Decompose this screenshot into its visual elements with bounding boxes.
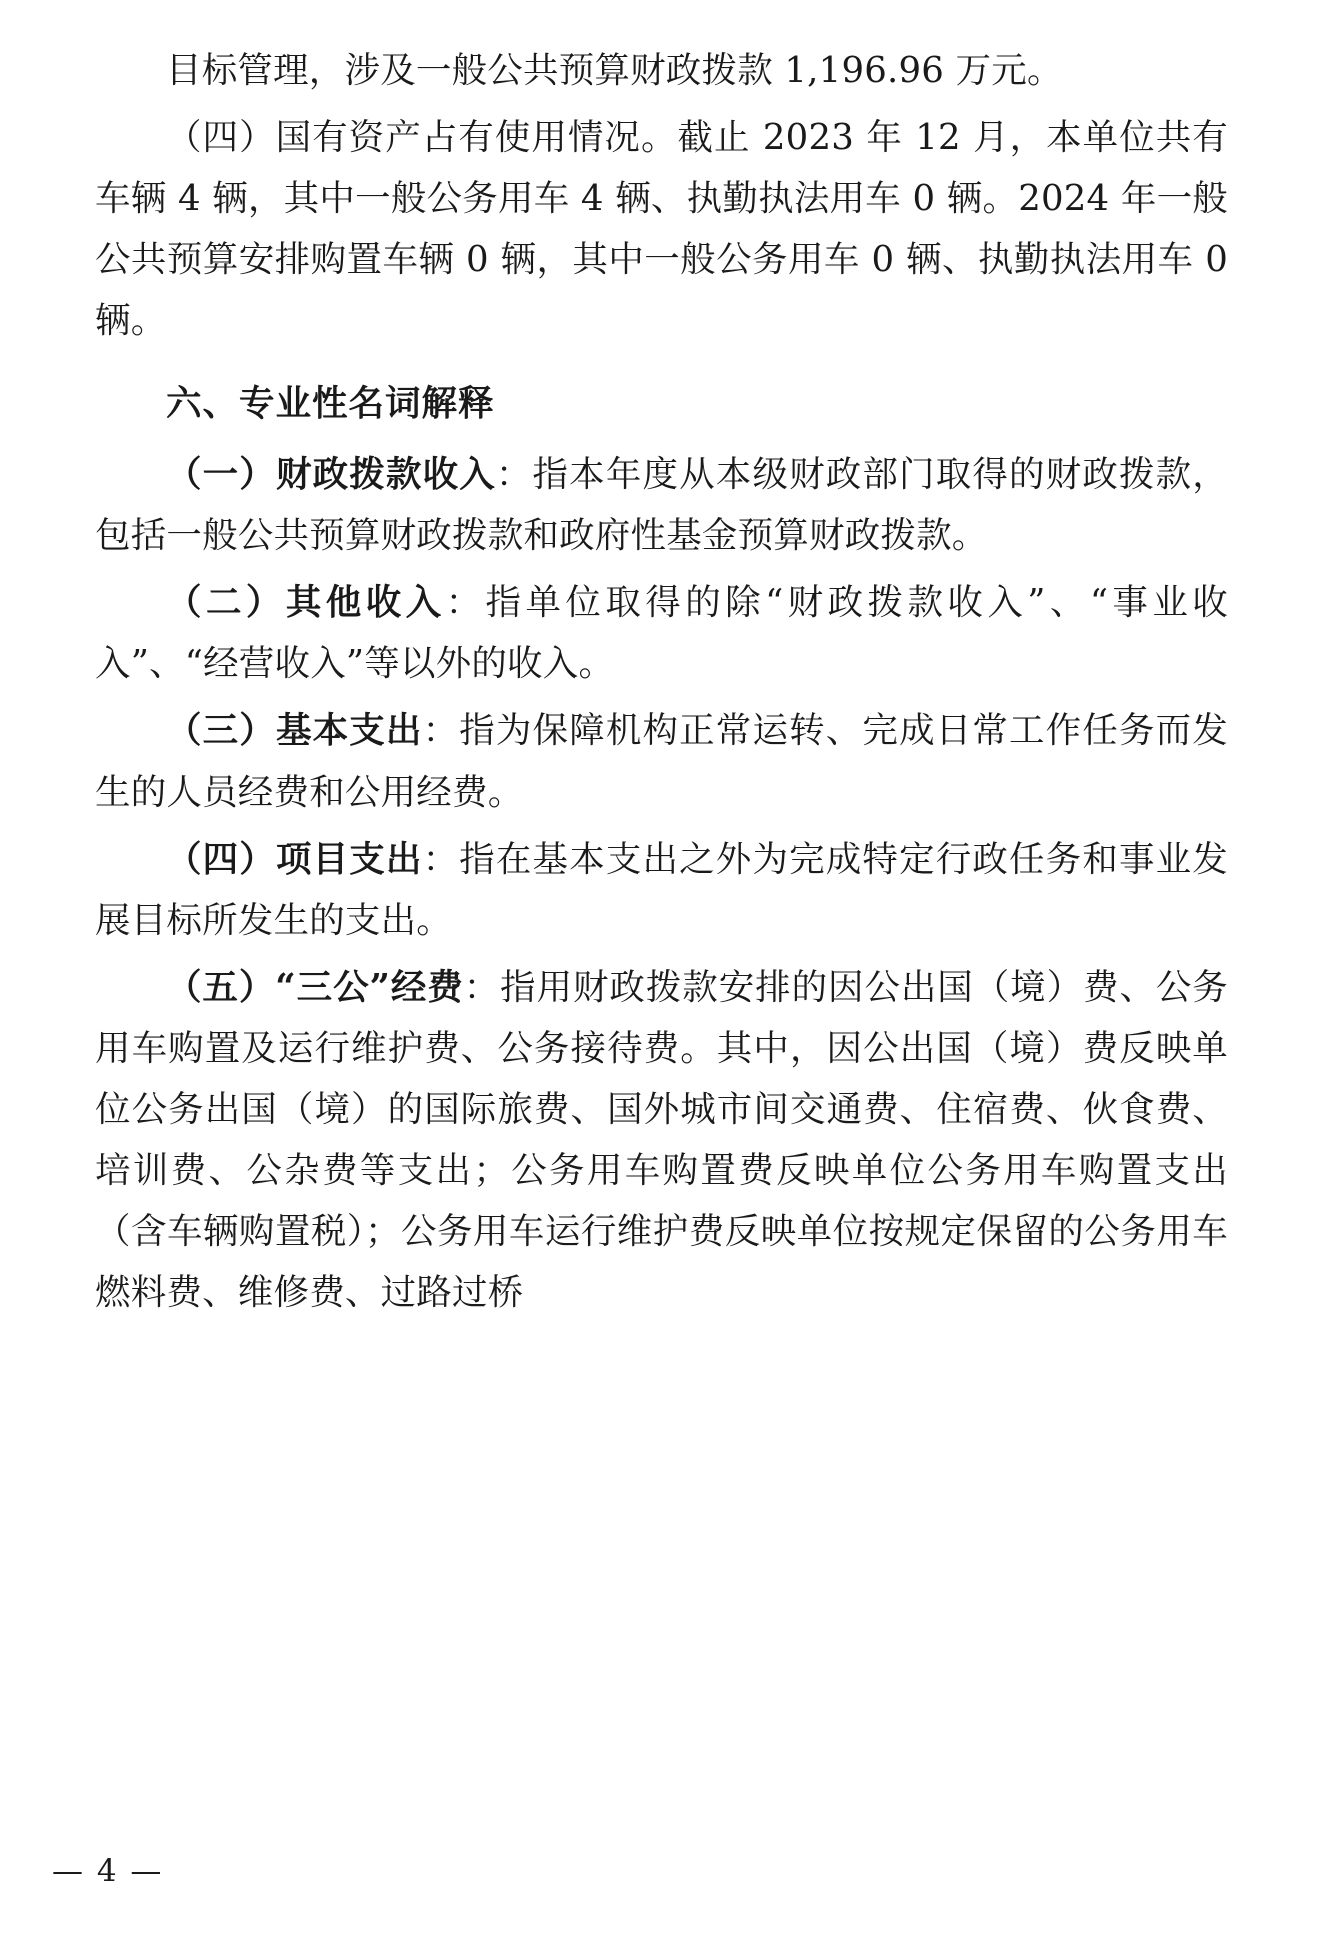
term-label-3: （三）基本支出 xyxy=(166,710,423,752)
term-item-4 xyxy=(95,829,1228,951)
paragraph-state-assets: （四）国有资产占有使用情况。截止 2023 年 12 月，本单位共有车辆 4 辆，其中一般公务用车 4 辆、执勤执法用车 0 辆。2024 年一般公共预算安排购置车辆 0 辆，其中一般公务用车 0 辆、执勤执法用车 0 辆。 xyxy=(95,117,1228,342)
paragraph-target-management: 目标管理，涉及一般公共预算财政拨款 1,196.96 万元。 xyxy=(166,50,1063,91)
term-label-2: （二）其他收入 xyxy=(166,582,446,624)
term-body-3: ：指为保障机构正常运转、完成日常工作任务而发生的人员经费和公用经费。 xyxy=(95,710,1228,813)
document-body xyxy=(95,40,1228,1323)
term-body-4: ：指在基本支出之外为完成特定行政任务和事业发展目标所发生的支出。 xyxy=(95,838,1228,941)
term-label-1: （一）财政拨款收入 xyxy=(166,454,496,496)
term-body-2: ：指单位取得的除“财政拨款收入”、“事业收入”、“经营收入”等以外的收入。 xyxy=(95,582,1228,685)
page-footer xyxy=(0,1853,1323,1889)
page-number: — 4 — xyxy=(52,1853,164,1889)
term-item-2 xyxy=(95,572,1228,694)
term-item-5 xyxy=(95,957,1228,1323)
term-item-3 xyxy=(95,700,1228,822)
term-label-5: （五）“三公”经费 xyxy=(166,966,464,1008)
term-body-1: ：指本年度从本级财政部门取得的财政拨款，包括一般公共预算财政拨款和政府性基金预算财政拨款。 xyxy=(95,454,1228,557)
term-item-1 xyxy=(95,444,1228,566)
term-body-5: ：指用财政拨款安排的因公出国（境）费、公务用车购置及运行维护费、公务接待费。其中，因公出国（境）费反映单位公务出国（境）的国际旅费、国外城市间交通费、住宿费、伙食费、培训费、公杂费等支出；公务用车购置费反映单位公务用车购置支出（含车辆购置税）；公务用车运行维护费反映单位按规定保留的公务用车燃料费、维修费、过路过桥 xyxy=(95,966,1229,1313)
term-label-4: （四）项目支出 xyxy=(166,838,423,880)
section-heading-terminology: 六、专业性名词解释 xyxy=(166,383,495,425)
